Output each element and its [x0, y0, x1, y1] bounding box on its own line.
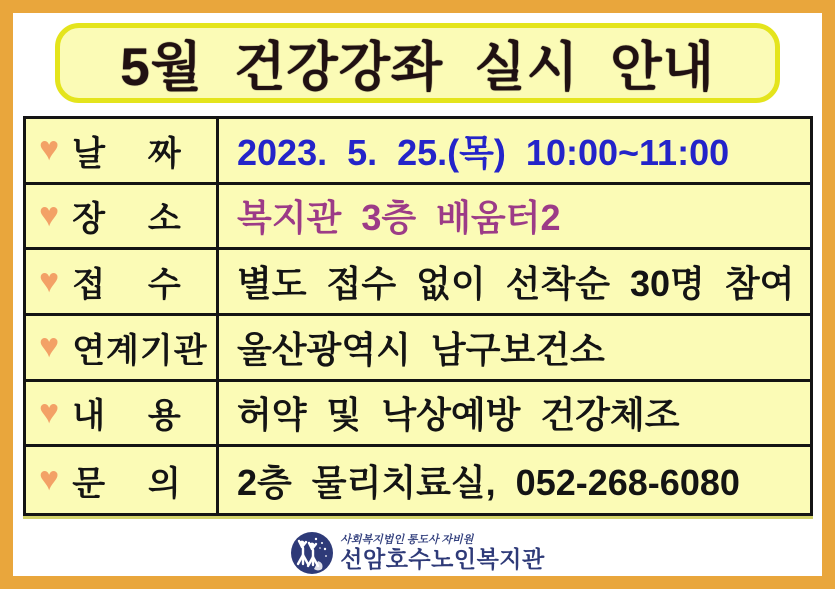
info-table [23, 116, 813, 516]
table-row-date [26, 119, 810, 185]
row-label-cell [26, 382, 219, 445]
page-title: 5월 건강강좌 실시 안내 [120, 38, 715, 97]
row-value: 울산광역시 남구보건소 [237, 328, 605, 370]
row-value: 허약 및 낙상예방 건강체조 [237, 394, 680, 436]
row-label-cell [26, 185, 219, 248]
row-value-cell [219, 250, 810, 313]
row-value-cell [219, 447, 810, 513]
row-label: 장 소 [72, 200, 182, 239]
heart-icon: ♥ [39, 460, 60, 499]
welfare-center-logo-icon [290, 531, 334, 575]
heart-icon: ♥ [39, 327, 60, 366]
heart-icon: ♥ [39, 392, 60, 431]
title-banner [55, 23, 780, 103]
org-parent-name: 사회복지법인 통도사 자비원 [340, 534, 474, 547]
row-value: 별도 접수 없이 선착순 30명 참여 [237, 263, 795, 305]
org-text-block [340, 535, 544, 571]
row-label-cell [26, 119, 219, 182]
row-label: 내 용 [72, 397, 182, 436]
row-label: 문 의 [72, 464, 182, 503]
row-label-cell [26, 447, 219, 513]
row-value: 2층 물리치료실, 052-268-6080 [237, 461, 740, 503]
row-label-cell [26, 250, 219, 313]
footer-logo-area [13, 525, 822, 581]
row-label-cell [26, 316, 219, 379]
heart-icon: ♥ [39, 130, 60, 169]
row-value: 2023. 5. 25.(목) 10:00~11:00 [237, 131, 730, 173]
row-value-cell [219, 185, 810, 248]
row-label: 날 짜 [72, 134, 182, 173]
org-name: 선암호수노인복지관 [340, 545, 545, 572]
heart-icon: ♥ [39, 195, 60, 234]
table-row-content [26, 382, 810, 448]
row-label: 접 수 [72, 266, 182, 305]
row-value-cell [219, 382, 810, 445]
row-value-cell [219, 316, 810, 379]
row-value: 복지관 3층 배움터2 [237, 197, 561, 239]
table-row-partner-org [26, 316, 810, 382]
table-row-place [26, 185, 810, 251]
heart-icon: ♥ [39, 261, 60, 300]
table-row-inquiry [26, 447, 810, 513]
row-label: 연계기관 [72, 331, 208, 370]
table-row-registration [26, 250, 810, 316]
row-value-cell [219, 119, 810, 182]
